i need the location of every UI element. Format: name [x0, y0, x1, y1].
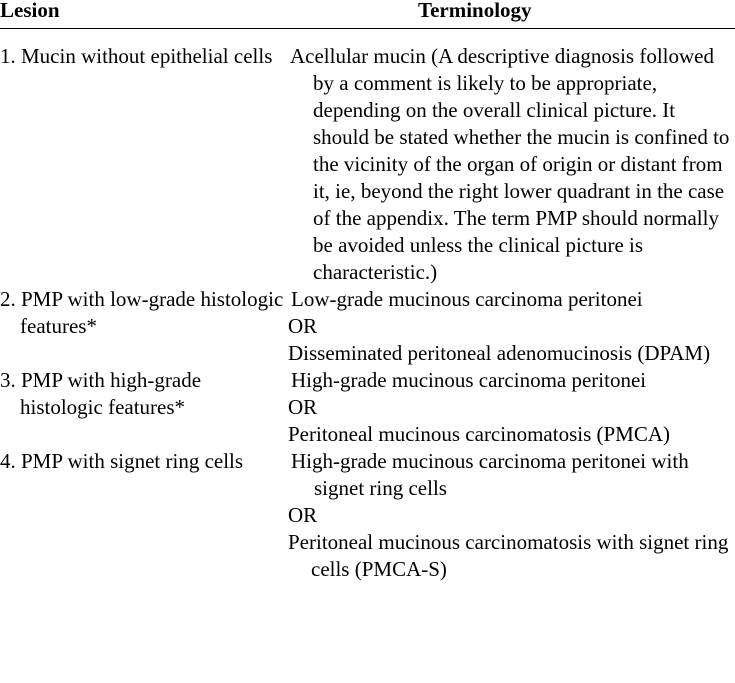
- table-row: [0, 43, 735, 286]
- terminology-cell: [288, 448, 735, 583]
- or-text: OR: [288, 314, 318, 338]
- terminology-column-header: Terminology: [418, 0, 532, 22]
- table-row: [0, 286, 735, 367]
- table-header: [0, 0, 735, 29]
- terminology-text: High-grade mucinous carcinoma peritonei with signet ring cells: [291, 449, 689, 500]
- terminology-text: Low-grade mucinous carcinoma peritonei: [291, 287, 643, 311]
- lesion-cell: 1. Mucin without epithelial cells: [0, 44, 273, 68]
- lesion-cell: 3. PMP with high-grade histologic features*: [0, 368, 202, 419]
- terminology-text: High-grade mucinous carcinoma peritonei: [291, 368, 647, 392]
- table-row: [0, 448, 735, 583]
- terminology-text: Peritoneal mucinous carcinomatosis with signet ring cells (PMCA-S): [288, 530, 729, 581]
- terminology-text: Disseminated peritoneal adenomucinosis (DPAM): [288, 341, 711, 365]
- terminology-text: Peritoneal mucinous carcinomatosis (PMCA): [288, 422, 671, 446]
- terminology-cell: [290, 43, 735, 286]
- table-row: [0, 367, 735, 448]
- or-text: OR: [288, 503, 318, 527]
- terminology-cell: [288, 367, 735, 448]
- lesion-column-header: Lesion: [0, 0, 60, 22]
- terminology-text: Acellular mucin (A descriptive diagnosis followed by a comment is likely to be appropriate, depending on the overall clinical picture. It should be stated whether the mucin is confined to the vicinity of the organ of origin or distant from it, ie, beyond the right lower quadrant in the case of the appendix. The term PMP should normally be avoided unless the clinical picture is characteristic.): [290, 44, 730, 284]
- terminology-cell: [288, 286, 735, 367]
- or-text: OR: [288, 395, 318, 419]
- lesion-cell: 2. PMP with low-grade histologic features*: [0, 287, 284, 338]
- lesion-cell: 4. PMP with signet ring cells: [0, 449, 244, 473]
